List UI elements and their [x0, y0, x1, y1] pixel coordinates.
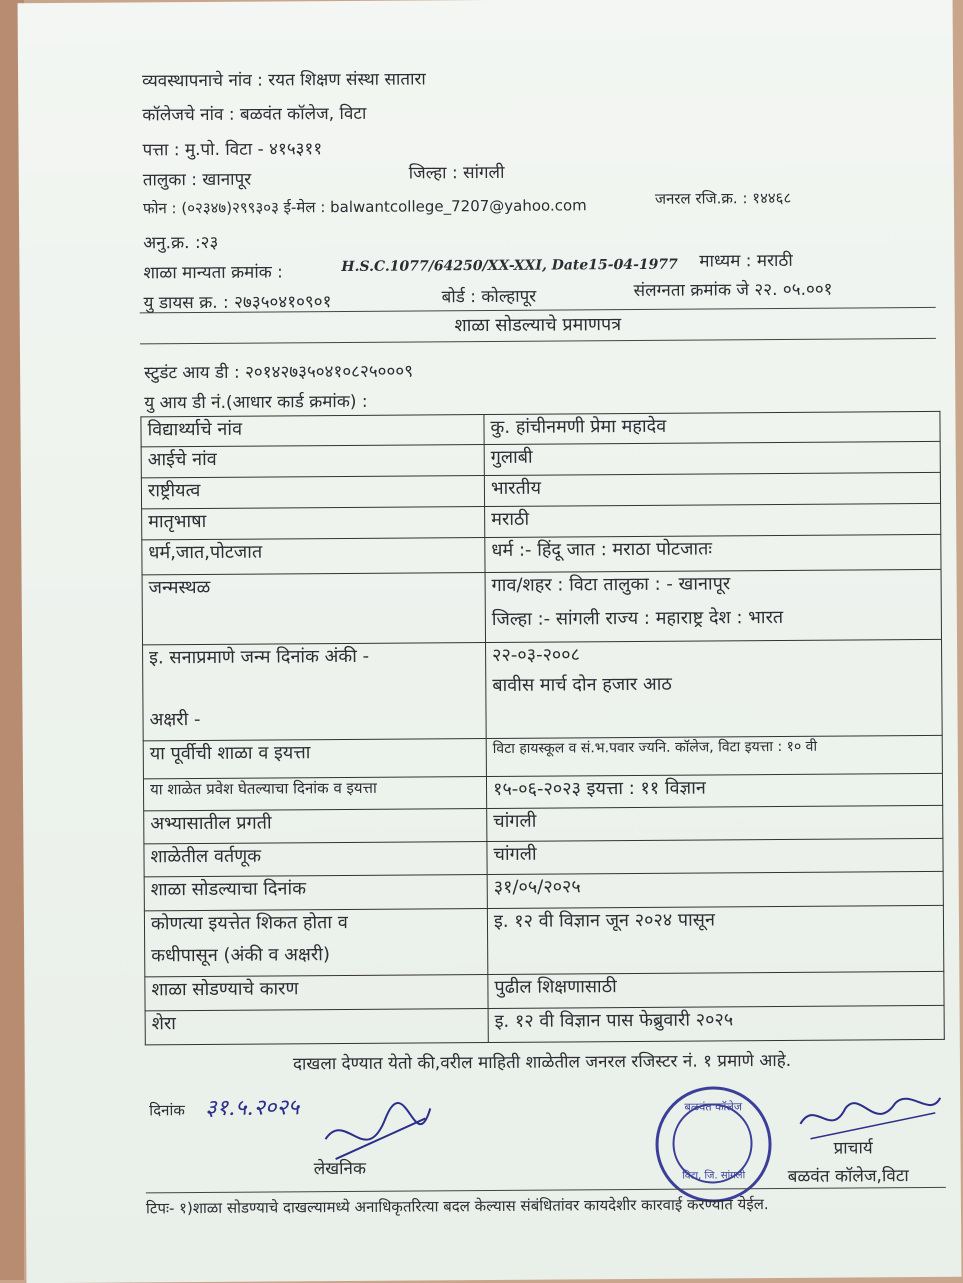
- table-row: [142, 569, 941, 645]
- board: बोर्ड : कोल्हापूर: [441, 286, 537, 308]
- row-value: विटा हायस्कूल व सं.भ.पवार ज्यनि. कॉलेज, विटा इयत्ता : १० वी: [486, 735, 942, 776]
- row-value: ३१/०५/२०२५: [487, 871, 943, 908]
- medium: माध्यम : मराठी: [699, 250, 793, 272]
- table-row: [143, 639, 943, 741]
- row-value: कु. हांचीनमणी प्रेमा महादेव: [484, 411, 940, 444]
- row-label: या पूर्वीची शाळा व इयत्ता: [143, 739, 486, 779]
- clerk-label: लेखनिक: [313, 1158, 367, 1180]
- row-label: अभ्यासातील प्रगती: [144, 809, 487, 844]
- certificate-paper: [18, 0, 962, 1283]
- birthplace-line-2: जिल्हा :- सांगली राज्य : महाराष्ट्र देश : भारत: [491, 606, 784, 630]
- taluka: तालुका : खानापूर: [142, 169, 252, 191]
- certificate-table: [140, 411, 944, 1046]
- college-seal: [655, 1086, 772, 1203]
- table-row: [145, 971, 944, 1011]
- row-label: शाळा सोडल्याचा दिनांक: [144, 875, 487, 911]
- dob-label-digits: इ. सनाप्रमाणे जन्म दिनांक अंकी -: [149, 645, 370, 669]
- footer-note: टिपः- १)शाळा सोडण्याचे दाखल्यामध्ये अनाधिकृतरित्या बदल केल्यास संबंधितांवर कायदेशीर कारवाई करण्यात येईल.: [145, 1195, 769, 1218]
- row-value: धर्म :- हिंदू जात : मराठा पोटजातः: [485, 534, 941, 572]
- row-label: आईचे नांव: [141, 445, 484, 478]
- district: जिल्हा : सांगली: [408, 162, 505, 184]
- row-value: पुढील शिक्षणासाठी: [488, 971, 944, 1008]
- birthplace-line-1: गाव/शहर : विटा तालुका : - खानापूर: [491, 573, 731, 596]
- row-label: या शाळेत प्रवेश घेतल्याचा दिनांक व इयत्ता: [143, 777, 486, 811]
- date-label: दिनांक: [149, 1101, 185, 1120]
- seal-top-text: बळवंत कॉलेज: [684, 1100, 743, 1114]
- table-row: [142, 534, 941, 575]
- udise-number: यु डायस क्र. : २७३५०४१०९०१: [143, 292, 332, 314]
- row-value: इ. १२ वी विज्ञान पास फेब्रुवारी २०२५: [488, 1005, 944, 1042]
- row-label: शेरा: [145, 1009, 488, 1045]
- table-row: [145, 1005, 944, 1045]
- row-value: भारतीय: [484, 472, 940, 506]
- table-row: [144, 905, 943, 977]
- row-label: मातृभाषा: [142, 507, 485, 540]
- principal-label: प्राचार्य: [833, 1138, 873, 1159]
- row-value: चांगली: [487, 805, 943, 841]
- recognition-label: शाळा मान्यता क्रमांक :: [143, 262, 283, 284]
- row-value: [485, 569, 941, 642]
- table-row: [144, 838, 943, 877]
- row-label: शाळा सोडण्याचे कारण: [145, 975, 488, 1011]
- affiliation-number: संलग्नता क्रमांक जे २२. ०५.००१: [633, 279, 833, 301]
- student-id: स्टुडंट आय डी : २०१४२७३५०४१०८२५०००९: [144, 361, 414, 384]
- principal-college: बळवंत कॉलेज,विटा: [787, 1166, 909, 1187]
- row-value: चांगली: [487, 838, 943, 874]
- table-row: [144, 805, 943, 844]
- row-label: राष्ट्रीयत्व: [141, 476, 484, 509]
- aadhaar-uid: यु आय डी नं.(आधार कार्ड क्रमांक) :: [144, 391, 368, 414]
- row-label: विद्यार्थ्याचे नांव: [141, 415, 484, 447]
- certificate-title: शाळा सोडल्याचे प्रमाणपत्र: [140, 307, 936, 345]
- table-row: [144, 871, 943, 911]
- handwritten-date: ३१.५.२०२५: [205, 1095, 300, 1121]
- row-label: जन्मस्थळ: [142, 573, 485, 645]
- row-value: मराठी: [485, 503, 941, 537]
- serial-number: अनु.क्र. :२३: [143, 232, 219, 254]
- row-label: [143, 643, 487, 741]
- general-register: जनरल रजि.क्र. : १४४६८: [654, 188, 792, 208]
- dob-label-words: अक्षरी -: [149, 709, 201, 731]
- row-value: इ. १२ वी विज्ञान जून २०२४ पासून: [487, 905, 943, 974]
- recognition-number: H.S.C.1077/64250/XX-XXI, Date15-04-1977: [341, 256, 678, 276]
- dob-digits: २२-०३-२००८: [492, 644, 581, 666]
- row-value: गुलाबी: [484, 441, 940, 475]
- row-label: धर्म,जात,पोटजात: [142, 538, 485, 575]
- seal-bottom-text: विटा, जि. सांगली: [682, 1170, 746, 1182]
- class-label-2: कधीपासून (अंकी व अक्षरी): [151, 944, 331, 967]
- college-name: कॉलेजचे नांव : बळवंत कॉलेज, विटा: [142, 103, 367, 126]
- class-label-1: कोणत्या इयत्तेत शिकत होता व: [150, 911, 348, 935]
- row-value: [486, 639, 943, 738]
- dob-words: बावीस मार्च दोन हजार आठ: [492, 673, 672, 696]
- footer-divider: [146, 1187, 946, 1194]
- management-name: व्यवस्थापनाचे नांव : रयत शिक्षण संस्था सातारा: [142, 69, 426, 92]
- row-label: शाळेतील वर्तणूक: [144, 842, 487, 877]
- phone-email: फोन : (०२३४७)२९९३०३ ई-मेल : balwantcollege_7207@yahoo.com: [142, 196, 587, 218]
- table-row: [143, 735, 942, 779]
- row-value: १५-०६-२०२३ इयत्ता : ११ विज्ञान: [486, 773, 942, 808]
- row-label: [144, 909, 487, 977]
- declaration: दाखला देण्यात येतो की,वरील माहिती शाळेतील जनरल रजिस्टर नं. १ प्रमाणे आहे.: [292, 1050, 792, 1075]
- address: पत्ता : मु.पो. विटा - ४१५३११: [142, 139, 323, 161]
